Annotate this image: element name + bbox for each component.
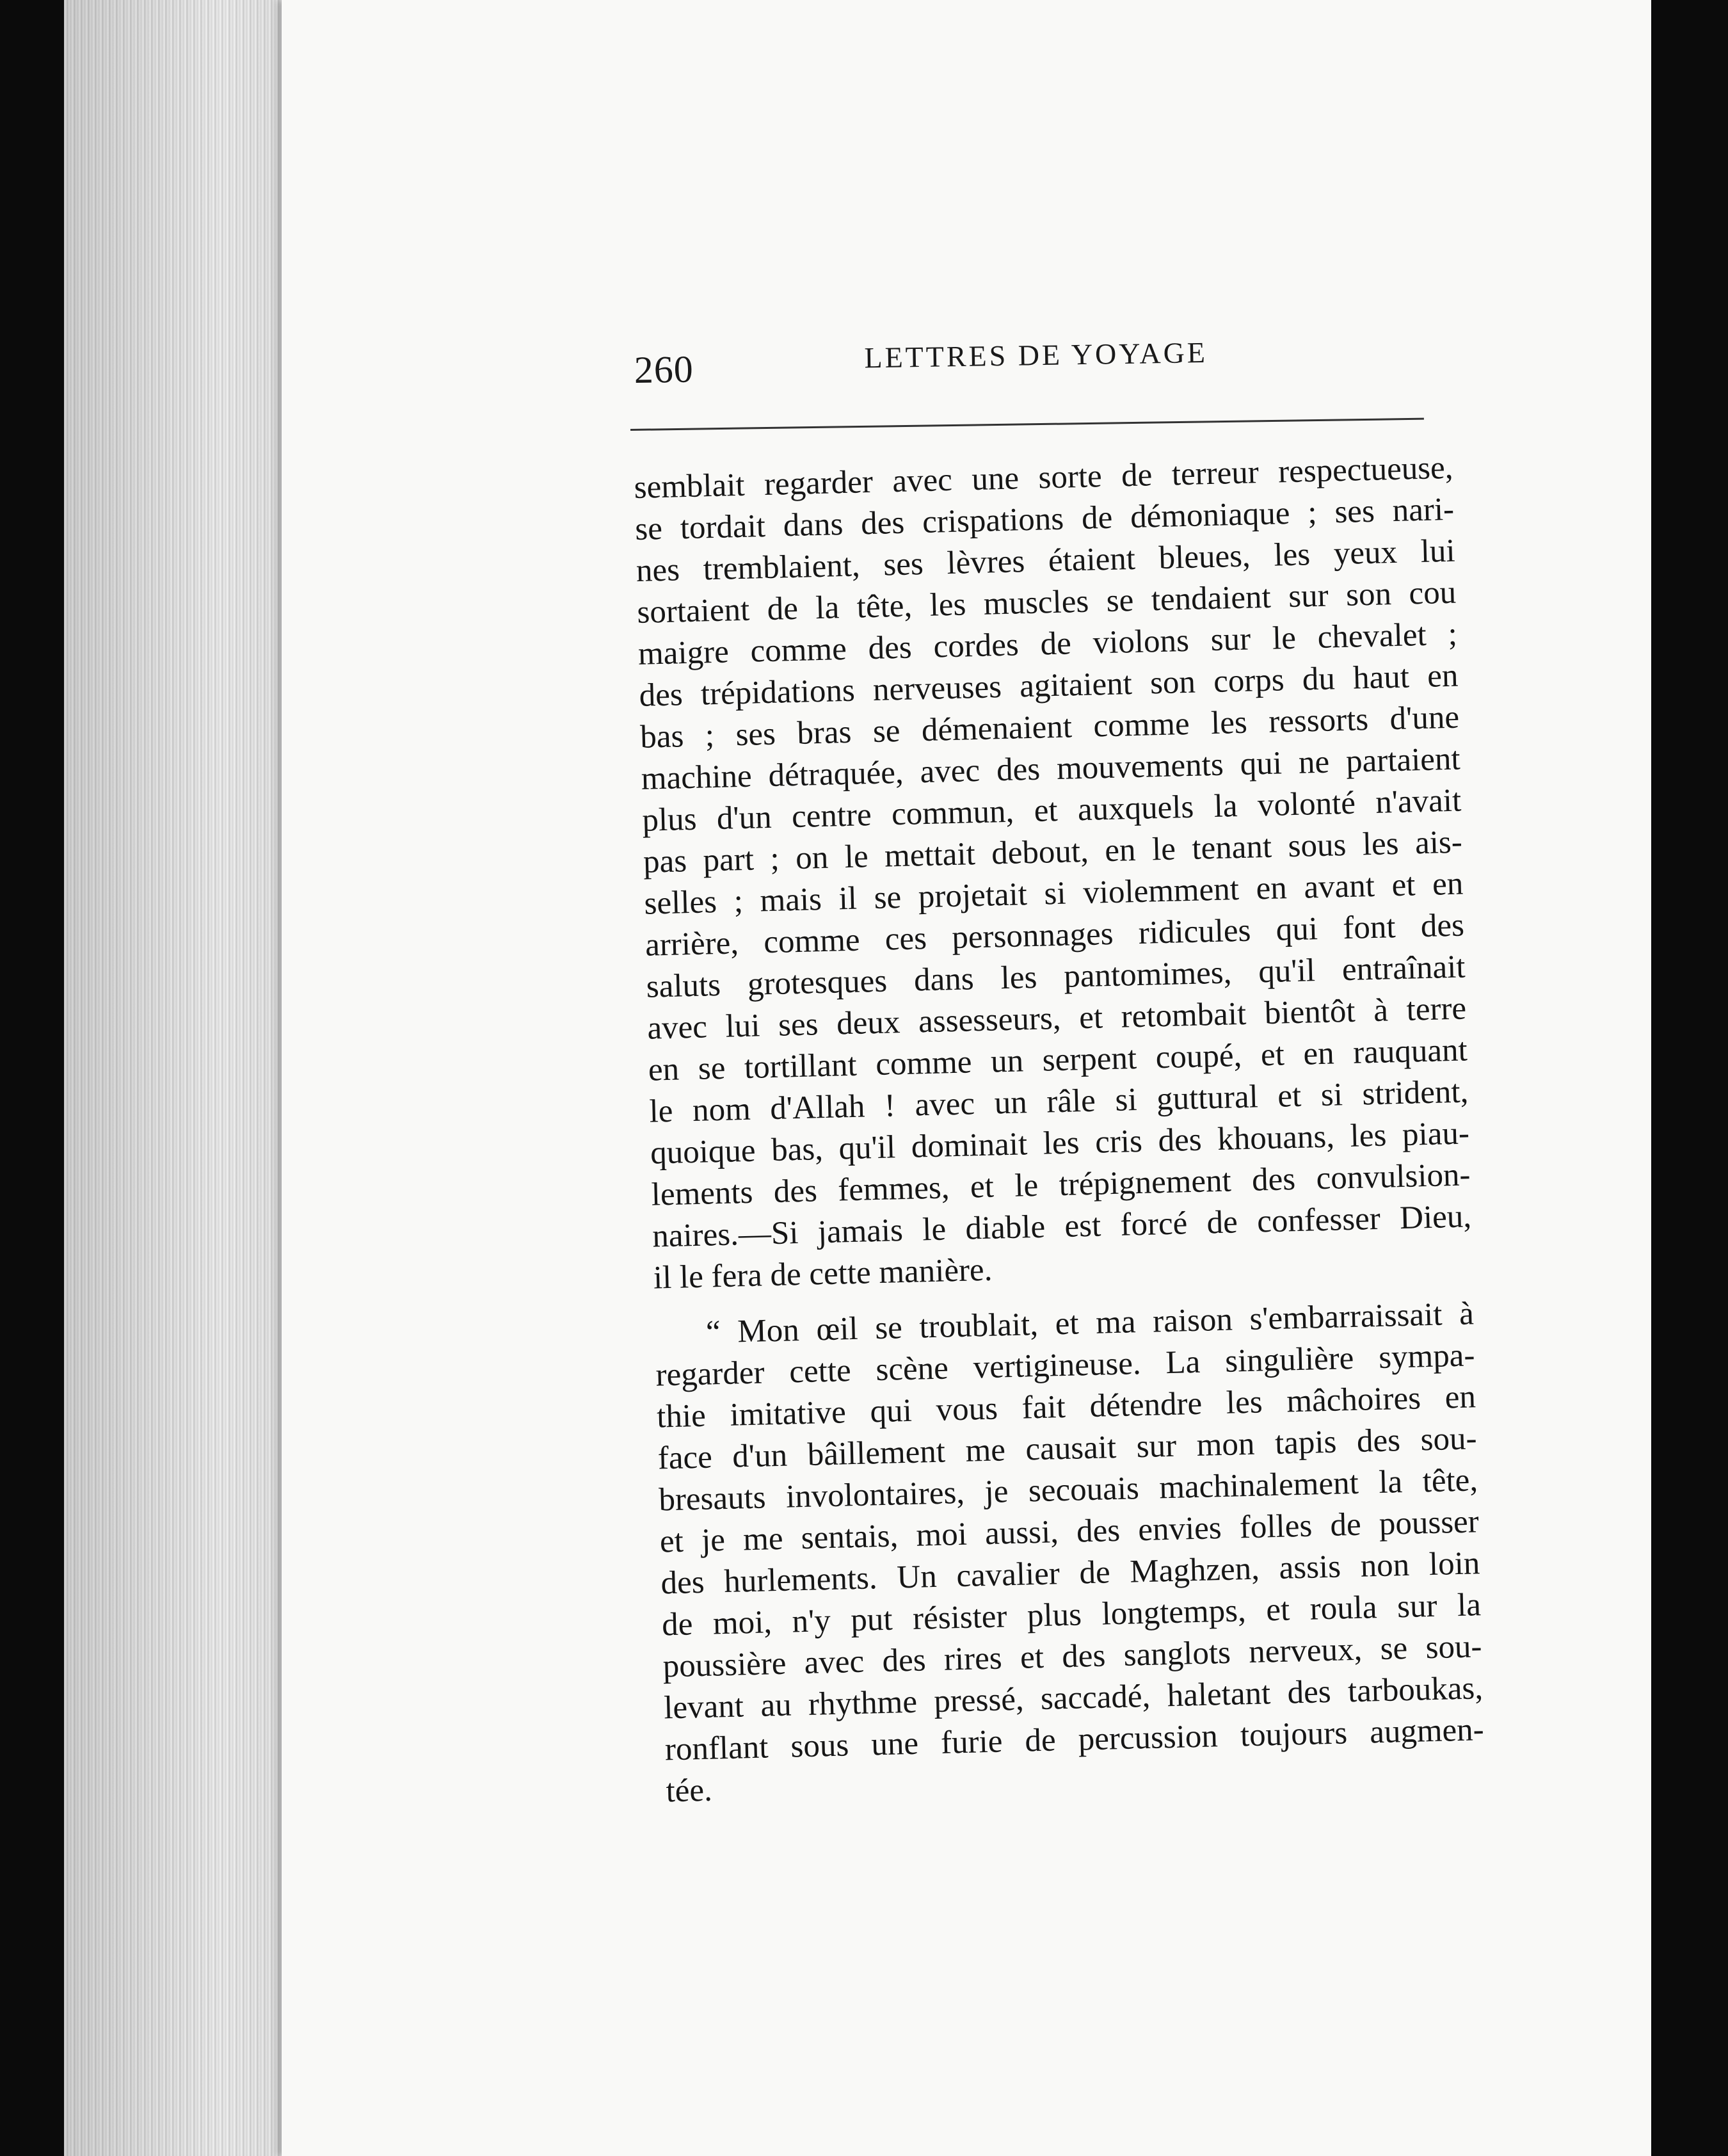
text-line: selles ; mais il se projetait si violemment en avant et en — [643, 865, 1464, 922]
text-line: plus d'un centre commun, et auxquels la volonté n'avait — [641, 782, 1462, 839]
text-line: face d'un bâillement me causait sur mon tapis des sou- — [657, 1420, 1478, 1477]
text-line: poussière avec des rires et des sanglots nerveux, se sou- — [662, 1629, 1483, 1685]
text-line: ronflant sous une furie de percussion toujours augmen- — [664, 1712, 1485, 1768]
text-line: levant au rhythme pressé, saccadé, haletant des tarboukas, — [663, 1670, 1484, 1726]
text-line: nes tremblaient, ses lèvres étaient bleues, les yeux lui — [636, 533, 1456, 589]
text-line: de moi, n'y put résister plus longtemps, et roula sur la — [661, 1587, 1482, 1643]
running-title: LETTRES DE YOYAGE — [864, 335, 1208, 374]
text-line: arrière, comme ces personnages ridicules qui font des — [644, 907, 1465, 963]
text-line: des hurlements. Un cavalier de Maghzen, assis non loin — [660, 1545, 1480, 1602]
text-line: et je me sentais, moi aussi, des envies folles de pousser — [659, 1504, 1480, 1560]
paragraph — [634, 447, 1473, 1299]
text-line: se tordait dans des crispations de démoniaque ; ses nari- — [634, 491, 1455, 547]
text-line: bas ; ses bras se démenaient comme les ressorts d'une — [639, 699, 1460, 755]
text-line: lements des femmes, et le trépignement des convulsion- — [651, 1157, 1471, 1213]
text-line: des trépidations nerveuses agitaient son corps du haut en — [639, 657, 1459, 714]
text-line: semblait regarder avec une sorte de terreur respectueuse, — [634, 449, 1454, 506]
text-line: machine détraquée, avec des mouvements qui ne partaient — [641, 741, 1461, 797]
page-number: 260 — [634, 348, 694, 391]
text-line: naires.—Si jamais le diable est forcé de confesser Dieu, — [652, 1198, 1472, 1255]
text-line: regarder cette scène vertigineuse. La singulière sympa- — [655, 1337, 1475, 1394]
text-line: saluts grotesques dans les pantomimes, qu'il entraînait — [646, 949, 1466, 1005]
text-line: bresauts involontaires, je secouais machinalement la tête, — [658, 1462, 1478, 1518]
text-line: quoique bas, qu'il dominait les cris des khouans, les piau- — [650, 1115, 1470, 1171]
text-line: avec lui ses deux assesseurs, et retombait bientôt à terre — [646, 990, 1467, 1047]
text-line: “ Mon œil se troublait, et ma raison s'embarraissait à — [705, 1296, 1475, 1351]
text-line: il le fera de cette manière. — [653, 1251, 993, 1296]
text-line: pas part ; on le mettait debout, en le tenant sous les ais- — [643, 824, 1463, 880]
scan-border — [1651, 0, 1728, 2156]
text-line: le nom d'Allah ! avec un râle si guttural et si strident, — [648, 1074, 1469, 1130]
text-line: thie imitative qui vous fait détendre les mâchoires en — [656, 1379, 1476, 1435]
text-line: maigre comme des cordes de violons sur le chevalet ; — [637, 616, 1458, 672]
text-line: en se tortillant comme un serpent coupé, et en rauquant — [648, 1032, 1468, 1088]
text-line: sortaient de la tête, les muscles se tendaient sur son cou — [636, 574, 1457, 631]
text-line: tée. — [665, 1772, 713, 1810]
paragraph — [654, 1293, 1485, 1812]
body-text — [634, 447, 1485, 1813]
